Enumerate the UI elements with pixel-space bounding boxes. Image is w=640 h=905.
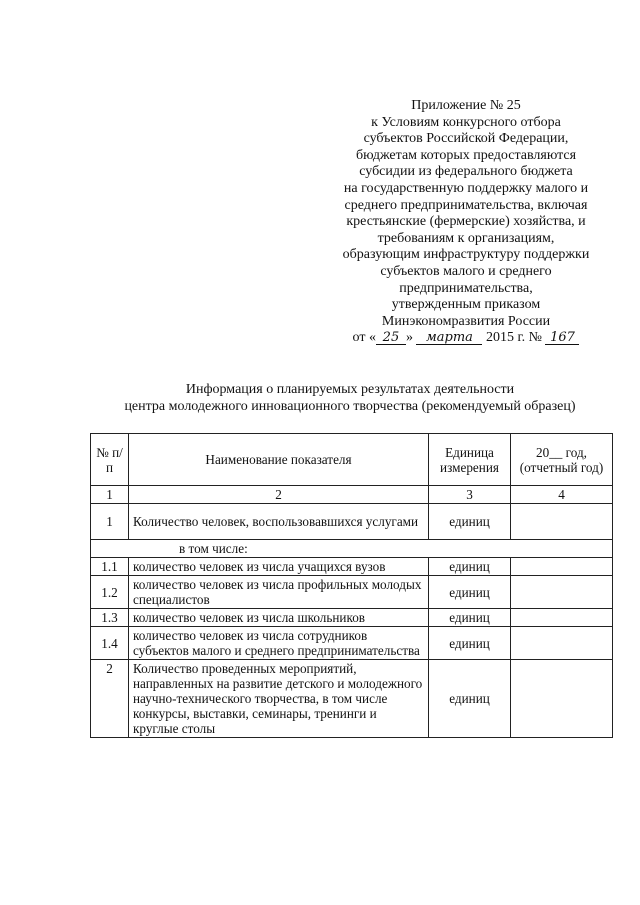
row-num: 1.4 [91,627,129,660]
row-value [511,504,613,540]
row-num: 1.3 [91,609,129,627]
row-unit: единиц [429,627,511,660]
column-number-row [91,486,613,504]
row-value [511,576,613,609]
table-row [91,576,613,609]
row-name: количество человек из числа учащихся вузов [129,558,429,576]
title-line-2: центра молодежного инновационного творчества (рекомендуемый образец) [124,398,576,414]
row-unit: единиц [429,504,511,540]
appendix-line: утвержденным приказом [391,297,541,313]
table-header-row [91,434,613,486]
appendix-line: среднего предпринимательства, включая [344,197,588,213]
row-num: 1 [91,504,129,540]
appendix-line: образующим инфраструктуру поддержки [342,247,590,263]
header-year: 20__ год, (отчетный год) [511,434,613,486]
col-number: 1 [91,486,129,504]
order-date-line [316,330,616,347]
table-row [91,558,613,576]
col-number: 4 [511,486,613,504]
appendix-line: на государственную поддержку малого и [343,180,589,196]
header-name: Наименование показателя [129,434,429,486]
order-number-handwritten: 167 [545,331,579,345]
row-name: количество человек из числа сотрудников субъектов малого и среднего предпринимательства [129,627,429,660]
appendix-block [316,98,616,347]
appendix-line: требованиям к организациям, [377,230,555,246]
row-unit: единиц [429,609,511,627]
row-unit: единиц [429,660,511,738]
header-num: № п/п [91,434,129,486]
document-title [60,382,640,415]
table-row [91,660,613,738]
order-year-text: 2015 г. № [485,330,542,346]
row-num: 1.2 [91,576,129,609]
appendix-line: субъектов малого и среднего [380,263,552,279]
order-quote-close: » [405,330,413,346]
row-name: количество человек из числа школьников [129,609,429,627]
header-unit: Единица измерения [429,434,511,486]
row-name: Количество проведенных мероприятий, направленных на развитие детского и молодежного научно-технического творчества, в том числе конкурсы, выставки, семинары, тренинги и круглые столы [129,660,429,738]
subheading-text: в том числе: [91,540,613,558]
appendix-line: Приложение № 25 [411,98,521,113]
table-row [91,627,613,660]
appendix-line: бюджетам которых предоставляются [355,147,577,163]
appendix-line: субъектов Российской Федерации, [363,131,569,147]
row-unit: единиц [429,558,511,576]
indicators-table [90,433,613,738]
col-number: 2 [129,486,429,504]
order-prefix: от « [352,330,376,346]
table-row [91,504,613,540]
order-day-handwritten: 25 [376,331,406,345]
table-row [91,609,613,627]
row-name: количество человек из числа профильных молодых специалистов [129,576,429,609]
row-name: Количество человек, воспользовавшихся услугами [129,504,429,540]
row-value [511,627,613,660]
row-num: 1.1 [91,558,129,576]
row-value [511,660,613,738]
row-value [511,609,613,627]
row-num: 2 [91,660,129,738]
appendix-line: крестьянские (фермерские) хозяйства, и [346,214,586,230]
appendix-line: к Условиям конкурсного отбора [371,114,561,130]
order-month-handwritten: марта [416,331,482,345]
row-unit: единиц [429,576,511,609]
appendix-line: субсидии из федерального бюджета [359,164,573,180]
col-number: 3 [429,486,511,504]
appendix-line: предпринимательства, [399,280,533,296]
table-subheading-row [91,540,613,558]
row-value [511,558,613,576]
title-line-1: Информация о планируемых результатах деятельности [185,382,515,397]
appendix-line: Минэкономразвития России [381,313,551,329]
